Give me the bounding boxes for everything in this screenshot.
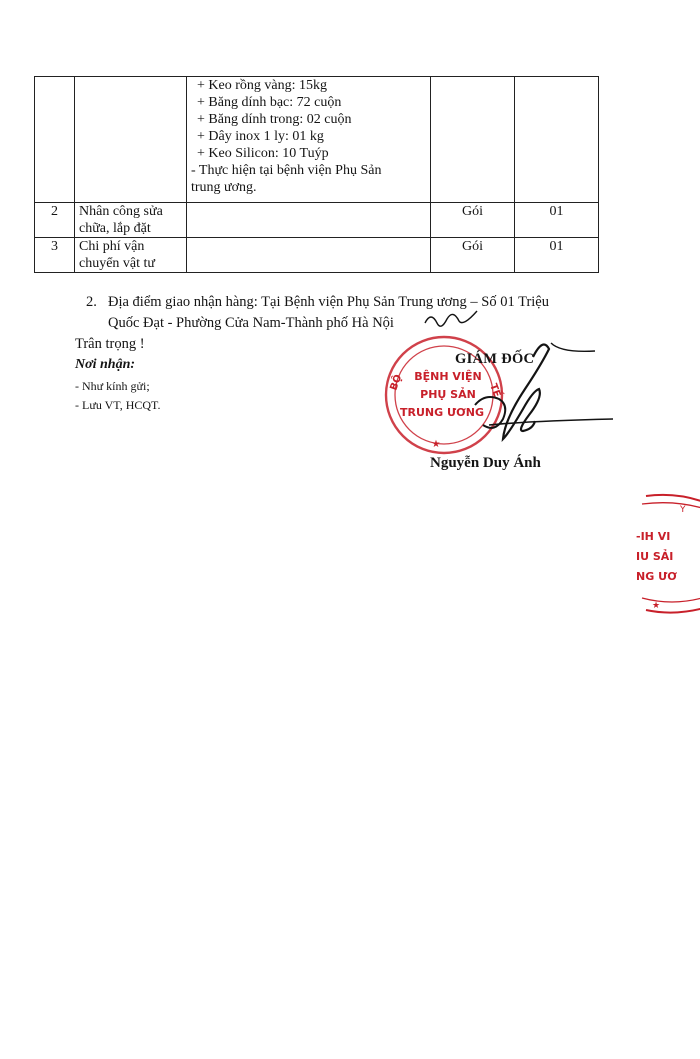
row-unit: Gói [431, 238, 515, 273]
row-index: 3 [35, 238, 75, 273]
table-row [35, 203, 599, 238]
side-stamp-star: ★ [652, 601, 661, 611]
stamp-line: BỆNH VIỆN [414, 370, 482, 383]
section-line: Địa điểm giao nhận hàng: Tại Bệnh viện Phụ Sản Trung ương – Số 01 Triệu [108, 294, 549, 310]
side-stamp-line: -IH VI [636, 530, 671, 543]
recipients-title: Nơi nhận: [75, 357, 136, 372]
side-stamp-line: IU SẢI [636, 550, 674, 563]
material-line: + Keo Silicon: 10 Tuýp [197, 146, 329, 161]
closing-text: Trân trọng ! [75, 336, 145, 352]
row-qty [515, 77, 599, 203]
table-row [35, 77, 599, 203]
stamp-arc-text: BỘ [388, 373, 405, 393]
items-table [34, 76, 599, 273]
material-line: + Dây inox 1 ly: 01 kg [197, 129, 324, 144]
item-line: Nhân công sửa [79, 204, 163, 219]
row-description [187, 203, 431, 238]
recipients-list [75, 377, 161, 415]
row-index: 2 [35, 203, 75, 238]
recipient-item: - Như kính gửi; [75, 379, 150, 393]
stamp-line: TRUNG ƯƠNG [399, 406, 485, 419]
row-index [35, 77, 75, 203]
row-unit [431, 77, 515, 203]
row-unit: Gói [431, 203, 515, 238]
note-line: - Thực hiện tại bệnh viện Phụ Sản [191, 163, 382, 178]
row-item [75, 203, 187, 238]
row-qty: 01 [515, 203, 599, 238]
item-line: chuyển vật tư [79, 256, 156, 271]
row-item [75, 238, 187, 273]
material-line: + Keo rồng vàng: 15kg [197, 78, 327, 93]
table-row [35, 238, 599, 273]
side-stamp-line: NG ƯƠ [636, 570, 677, 583]
signature-title: GIÁM ĐỐC [455, 351, 535, 367]
stamp-line: PHỤ SẢN [420, 388, 476, 401]
material-line: + Băng dính bạc: 72 cuộn [197, 95, 342, 110]
side-stamp-mark: Y [680, 505, 686, 515]
section-line: Quốc Đạt - Phường Cửa Nam-Thành phố Hà Nội [108, 315, 394, 331]
row-description [187, 77, 431, 203]
handwritten-signature [415, 305, 615, 445]
row-item [75, 77, 187, 203]
note-line: trung ương. [191, 180, 257, 195]
signer-name: Nguyễn Duy Ánh [430, 455, 541, 471]
item-line: chữa, lắp đặt [79, 221, 151, 236]
stamp-arc-text: TẾ [487, 382, 503, 399]
item-line: Chi phí vận [79, 239, 145, 254]
section-number: 2. [86, 294, 97, 310]
row-description [187, 238, 431, 273]
stamp-star: ★ [431, 439, 441, 450]
recipient-item: - Lưu VT, HCQT. [75, 398, 161, 412]
material-line: + Băng dính trong: 02 cuộn [197, 112, 352, 127]
row-qty: 01 [515, 238, 599, 273]
partial-stamp [636, 488, 700, 618]
